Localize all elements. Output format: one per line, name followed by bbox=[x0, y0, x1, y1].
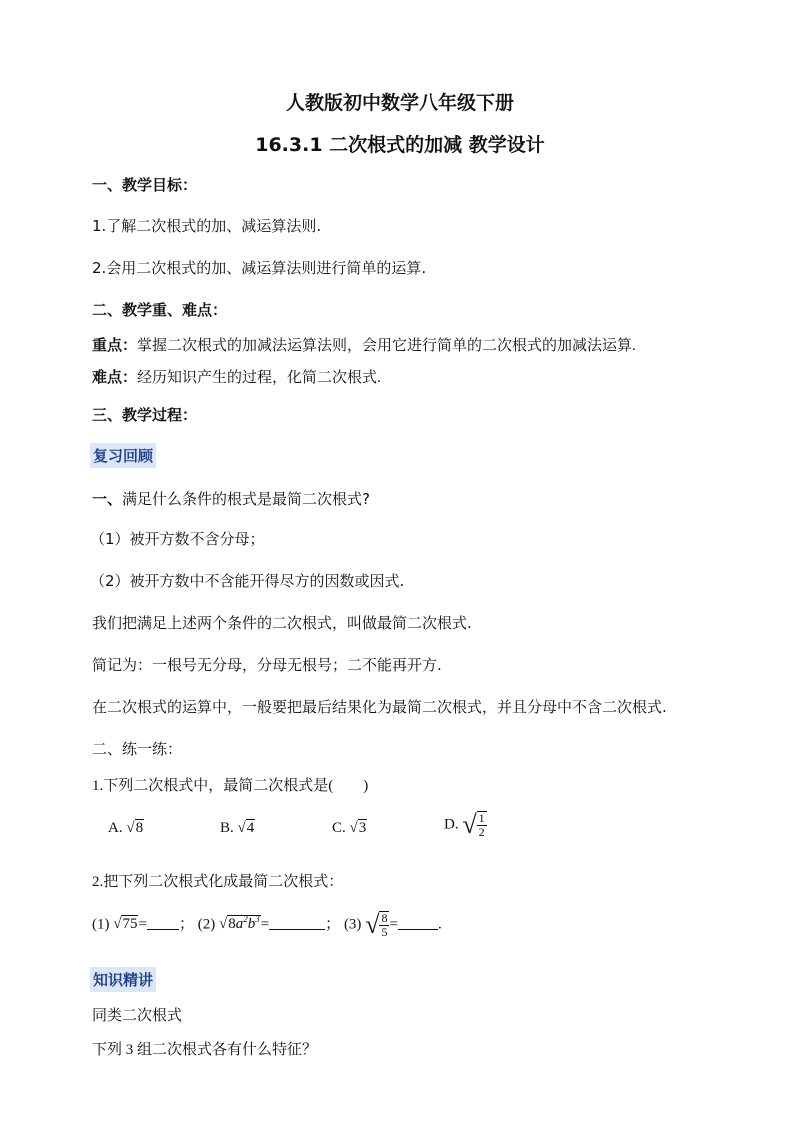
review-tag: 复习回顾 bbox=[90, 443, 156, 468]
key-point-line bbox=[92, 334, 636, 355]
difficulty-text: 经历知识产生的过程，化简二次根式. bbox=[137, 370, 381, 386]
section-heading-key-points: 二、教学重、难点： bbox=[92, 301, 228, 319]
answer-blank[interactable] bbox=[398, 915, 438, 930]
exercise-1-stem: 1.下列二次根式中，最简二次根式是( ) bbox=[92, 778, 369, 794]
key-point-text: 掌握二次根式的加减法运算法则，会用它进行简单的二次根式的加减法运算. bbox=[137, 338, 636, 354]
option-c: C. √3 bbox=[332, 820, 367, 836]
difficulty-label: 难点： bbox=[92, 368, 138, 386]
period: . bbox=[437, 916, 442, 933]
option-label: B. bbox=[220, 820, 234, 836]
option-label: D. bbox=[444, 816, 459, 833]
answer-blank[interactable] bbox=[269, 915, 325, 930]
exponent: 2 bbox=[243, 914, 248, 925]
question-text: 下列 3 组二次根式各有什么特征？ bbox=[92, 1042, 318, 1058]
option-b: B. √4 bbox=[220, 820, 255, 836]
practice-heading: 二、练一练： bbox=[92, 740, 183, 758]
document-title: 人教版初中数学八年级下册 bbox=[285, 92, 514, 114]
key-point-label: 重点： bbox=[92, 336, 138, 354]
definition-text: 我们把满足上述两个条件的二次根式，叫做最简二次根式. bbox=[92, 614, 472, 632]
sub-heading: 同类二次根式 bbox=[92, 1006, 183, 1024]
condition-item: （2）被开方数中不含能开得尽方的因数或因式. bbox=[90, 572, 405, 590]
objective-item: 1.了解二次根式的加、减运算法则. bbox=[92, 217, 322, 235]
variable-b: b bbox=[247, 916, 256, 933]
fraction-numerator: 1 bbox=[478, 811, 485, 825]
option-d: D. √ $\frac{1}{2}$ bbox=[444, 810, 485, 839]
fraction-denominator: 5 bbox=[381, 925, 388, 939]
exercise-2-stem: 2.把下列二次根式化成最简二次根式： bbox=[92, 874, 344, 890]
fraction-denominator: 2 bbox=[478, 825, 485, 839]
option-a: A. √8 bbox=[108, 820, 144, 836]
radicand: 3 bbox=[358, 820, 367, 836]
radicand: 75 bbox=[122, 916, 138, 933]
document-subtitle: 16.3.1 二次根式的加减 教学设计 bbox=[255, 134, 545, 156]
coefficient: 8 bbox=[228, 916, 236, 933]
mnemonic-text: 简记为：一根号无分母，分母无根号；二不能再开方. bbox=[92, 656, 442, 674]
part-2-label: (2) bbox=[197, 916, 216, 933]
section-heading-objectives: 一、教学目标： bbox=[92, 176, 198, 194]
radicand: 4 bbox=[246, 820, 255, 836]
difficulty-line bbox=[92, 366, 381, 387]
fraction-numerator: 8 bbox=[381, 911, 388, 925]
review-question bbox=[92, 488, 370, 509]
exercise-2-items: (1) √75= ； (2) $√8a^2b^3=$ ； (3) √ $\frac{8}{5}$ = . bbox=[92, 910, 442, 939]
separator: ； bbox=[325, 916, 341, 933]
knowledge-tag: 知识精讲 bbox=[90, 967, 156, 992]
separator: ； bbox=[178, 916, 194, 933]
exponent: 3 bbox=[255, 914, 260, 925]
radicand: 8 bbox=[135, 820, 144, 836]
option-label: A. bbox=[108, 820, 123, 836]
part-1-label: (1) bbox=[92, 916, 110, 933]
part-3-label: (3) bbox=[343, 916, 362, 933]
review-question-prefix: 一、 bbox=[92, 490, 123, 508]
review-question-text: 满足什么条件的根式是最简二次根式? bbox=[122, 490, 370, 508]
objective-item: 2.会用二次根式的加、减运算法则进行简单的运算. bbox=[92, 259, 427, 277]
note-text: 在二次根式的运算中，一般要把最后结果化为最简二次根式，并且分母中不含二次根式. bbox=[92, 698, 667, 716]
option-label: C. bbox=[332, 820, 346, 836]
condition-item: （1）被开方数不含分母； bbox=[90, 530, 265, 548]
answer-blank[interactable] bbox=[147, 915, 179, 930]
section-heading-process: 三、教学过程： bbox=[92, 406, 198, 424]
variable-a: a bbox=[235, 916, 244, 933]
